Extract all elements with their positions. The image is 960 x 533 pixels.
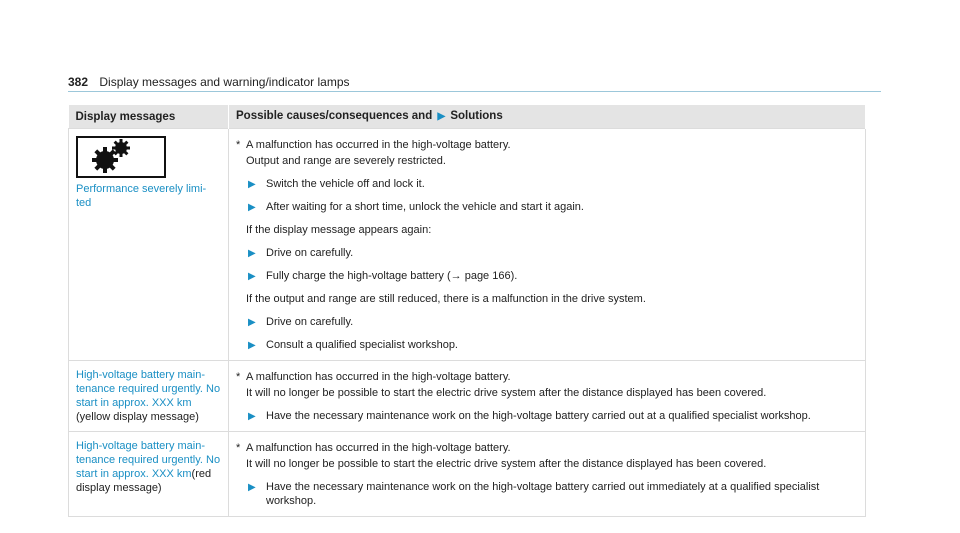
step-text: Have the necessary maintenance work on the high-voltage battery carried out at a qualified specialist workshop. [266,410,811,422]
page-number: 382 [68,75,89,89]
solution-step [236,200,858,214]
step-arrow-icon: ▶ [248,317,256,328]
solution-step [236,409,858,423]
step-arrow-icon: ▶ [248,482,256,493]
display-message-text: High-voltage battery main-tenance required urgently. No start in approx. XXX km [76,369,221,409]
header-display-messages: Display messages [69,105,229,129]
solution-step [236,269,858,283]
condition-note: If the output and range are still reduced, there is a malfunction in the drive system. [246,293,646,305]
step-text: Consult a qualified specialist workshop. [266,339,458,351]
message-cell [69,432,229,517]
step-text: Fully charge the high-voltage battery (→ page 166). [266,270,518,282]
step-text: Drive on carefully. [266,316,354,328]
message-color-note: (yellow display message) [76,411,199,423]
condition-note: If the display message appears again: [246,224,432,236]
step-arrow-icon: ▶ [248,340,256,351]
cause-text: A malfunction has occurred in the high-voltage battery. [246,139,511,151]
asterisk: * [236,371,241,383]
cause-line [236,370,858,384]
message-cell [69,361,229,432]
message-cell [69,129,229,361]
step-text: Switch the vehicle off and lock it. [266,178,425,190]
cause-detail: Output and range are severely restricted. [246,155,446,167]
table-header-row [69,105,866,129]
solution-step [236,315,858,329]
solution-step [236,177,858,191]
header-causes-solutions [229,105,866,129]
cause-detail: It will no longer be possible to start the electric drive system after the distance displayed has been covered. [246,387,767,399]
display-message-text: Performance severely limi-ted [76,183,207,209]
step-text: Have the necessary maintenance work on the high-voltage battery carried out immediately at a qualified specialist workshop. [266,481,820,507]
step-text: After waiting for a short time, unlock the vehicle and start it again. [266,201,584,213]
solution-cell [229,432,866,517]
cause-text: A malfunction has occurred in the high-voltage battery. [246,442,511,454]
message-color-note: (red display message) [76,468,212,494]
step-arrow-icon: ▶ [248,248,256,259]
solution-cell [229,361,866,432]
table-row [69,129,866,361]
step-arrow-icon: ▶ [248,202,256,213]
cause-line [236,138,858,152]
page-title: Display messages and warning/indicator lamps [99,75,350,89]
solution-step [236,480,858,508]
header-causes: Possible causes/consequences and [236,110,433,122]
table-row [69,432,866,517]
solution-cell [229,129,866,361]
cause-detail: It will no longer be possible to start the electric drive system after the distance displayed has been covered. [246,458,767,470]
gear-pair-icon [76,136,166,178]
header-divider [68,91,881,92]
header-solutions: Solutions [450,110,503,122]
step-text: Drive on carefully. [266,247,354,259]
display-message-text: High-voltage battery main-tenance required urgently. No start in approx. XXX km [76,440,221,480]
step-arrow-icon: ▶ [248,271,256,282]
table-row [69,361,866,432]
solutions-arrow-icon: ▶ [437,111,446,122]
asterisk: * [236,442,241,454]
page-header [68,75,350,89]
messages-table [68,105,866,517]
solution-step [236,338,858,352]
solution-step [236,246,858,260]
cause-text: A malfunction has occurred in the high-voltage battery. [246,371,511,383]
step-arrow-icon: ▶ [248,179,256,190]
step-arrow-icon: ▶ [248,411,256,422]
asterisk: * [236,139,241,151]
cause-line [236,441,858,455]
